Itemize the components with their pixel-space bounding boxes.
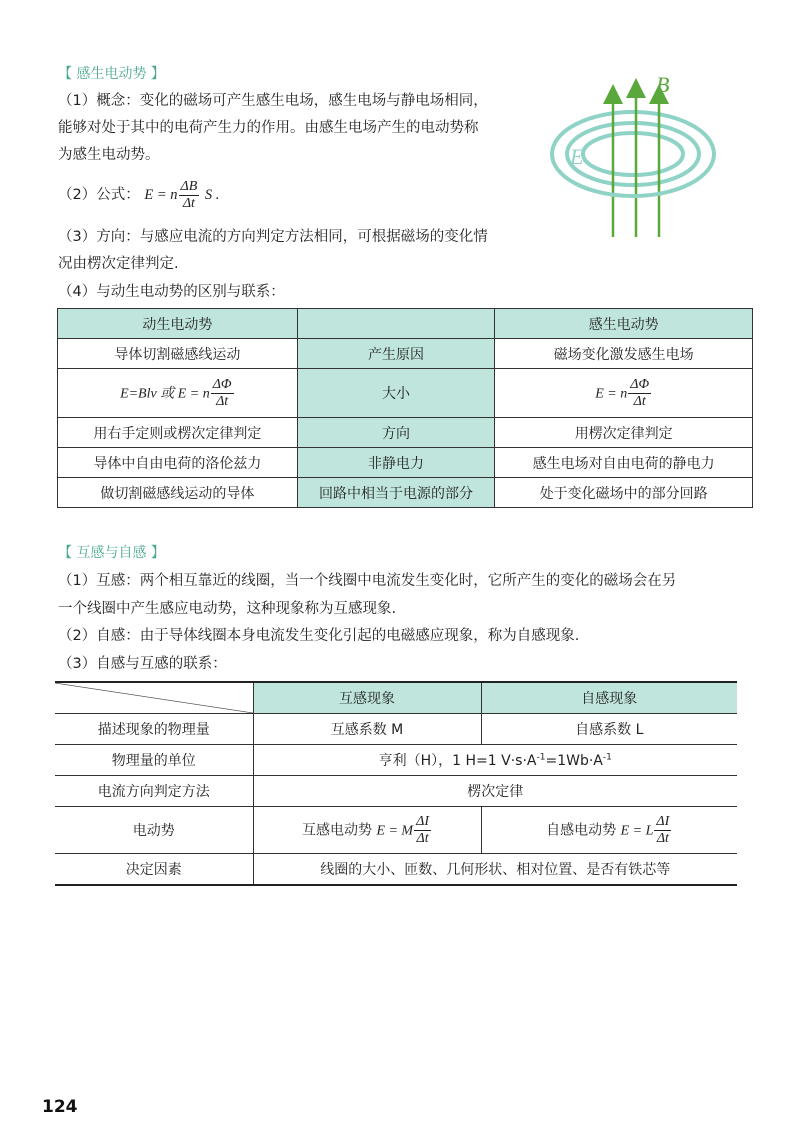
cell-label-cause: 产生原因	[297, 339, 495, 369]
cell-induced-source: 处于变化磁场中的部分回路	[495, 478, 753, 508]
cell-unit-value	[253, 745, 737, 776]
formula-lhs: E = n	[144, 187, 178, 203]
table-row	[58, 418, 753, 448]
self-emf-text: 自感电动势	[546, 822, 617, 838]
label-e: E	[570, 144, 584, 169]
concept-line-2: 能够对处于其中的电荷产生力的作用。由感生电场产生的电动势称	[58, 120, 479, 136]
mutual-line-1: （1）互感：两个相互靠近的线圈，当一个线圈中电流发生变化时，它所产生的变化的磁场会在另	[58, 573, 677, 589]
table-row	[58, 369, 753, 418]
cell-induced-magnitude	[495, 369, 753, 418]
cell-direction-label: 电流方向判定方法	[55, 776, 253, 807]
cell-unit-label: 物理量的单位	[55, 745, 253, 776]
fraction-denominator: Δt	[416, 830, 429, 846]
header-mutual: 互感现象	[253, 682, 481, 714]
induced-field-figure	[548, 62, 738, 242]
formula-numerator: ΔB	[180, 178, 198, 194]
table-row	[55, 776, 737, 807]
cell-induced-force: 感生电场对自由电荷的静电力	[495, 448, 753, 478]
fraction-denominator: Δt	[633, 393, 646, 409]
cell-mutual-coefficient: 互感系数 M	[253, 714, 481, 745]
cell-label-magnitude: 大小	[297, 369, 495, 418]
induced-fraction	[628, 378, 651, 409]
cell-emf-label: 电动势	[55, 807, 253, 854]
fraction-denominator: Δt	[656, 830, 669, 846]
cell-self-emf	[481, 807, 737, 854]
fraction-numerator: ΔI	[656, 813, 670, 829]
formula-fraction	[179, 180, 200, 211]
formula-paragraph	[58, 178, 219, 212]
cell-label-direction: 方向	[297, 418, 495, 448]
link-heading: （3）自感与互感的联系：	[58, 656, 227, 672]
unit-superscript-1: -1	[536, 752, 546, 763]
formula-tail: S .	[204, 187, 220, 203]
self-paragraph: （2）自感：由于导体线圈本身电流发生变化引起的电磁感应现象，称为自感现象.	[58, 628, 580, 644]
self-emf-lhs: E = L	[620, 823, 654, 838]
cell-motional-force: 导体中自由电荷的洛伦兹力	[58, 448, 298, 478]
cell-factor-label: 决定因素	[55, 854, 253, 886]
table-row	[58, 339, 753, 369]
mutual-line-2: 一个线圈中产生感应电动势，这种现象称为互感现象.	[58, 601, 397, 617]
self-emf-fraction	[654, 815, 671, 846]
table-row	[55, 745, 737, 776]
cell-quantity-label: 描述现象的物理量	[55, 714, 253, 745]
page-number: 124	[42, 1097, 78, 1117]
relation-heading: （4）与动生电动势的区别与联系：	[58, 284, 285, 300]
emf-comparison-table	[57, 308, 753, 508]
header-blank	[297, 309, 495, 339]
header-motional-emf: 动生电动势	[58, 309, 298, 339]
cell-motional-source: 做切割磁感线运动的导体	[58, 478, 298, 508]
motional-magnitude-lhs: E=Blv 或 E = n	[120, 386, 210, 401]
direction-line-1: （3）方向：与感应电流的方向判定方法相同，可根据磁场的变化情	[58, 229, 488, 245]
cell-mutual-emf	[253, 807, 481, 854]
formula-prefix: （2）公式：	[58, 187, 140, 203]
cell-label-source: 回路中相当于电源的部分	[297, 478, 495, 508]
header-diagonal-cell	[55, 682, 253, 714]
table-row	[58, 478, 753, 508]
concept-line-3: 为感生电动势。	[58, 147, 160, 163]
header-self: 自感现象	[481, 682, 737, 714]
mutual-emf-fraction	[414, 815, 431, 846]
field-ring-inner	[583, 133, 683, 175]
cell-induced-cause: 磁场变化激发感生电场	[495, 339, 753, 369]
direction-paragraph	[58, 224, 488, 278]
table2-header-row	[55, 682, 737, 714]
cell-factor-value: 线圈的大小、匝数、几何形状、相对位置、是否有铁芯等	[253, 854, 737, 886]
cell-direction-value: 楞次定律	[253, 776, 737, 807]
motional-fraction	[211, 378, 234, 409]
formula-denominator: Δt	[182, 195, 195, 211]
unit-value-prefix: 亨利（H），1 H=1 V·s·A	[378, 753, 537, 769]
mutual-paragraph	[58, 567, 676, 623]
label-b: B	[656, 72, 670, 97]
section-title-induced-emf: 【 感生电动势 】	[58, 66, 165, 82]
cell-motional-direction: 用右手定则或楞次定律判定	[58, 418, 298, 448]
fraction-numerator: ΔI	[416, 813, 429, 829]
cell-induced-direction: 用楞次定律判定	[495, 418, 753, 448]
table-row	[58, 448, 753, 478]
mutual-emf-text: 互感电动势	[301, 822, 372, 838]
cell-motional-magnitude	[58, 369, 298, 418]
table1-header-row	[58, 309, 753, 339]
header-induced-emf: 感生电动势	[495, 309, 753, 339]
concept-line-1: （1）概念：变化的磁场可产生感生电场，感生电场与静电场相同，	[58, 93, 488, 109]
fraction-numerator: ΔΦ	[212, 376, 232, 392]
mutual-emf-lhs: E = M	[376, 823, 414, 838]
fraction-denominator: Δt	[216, 393, 229, 409]
cell-motional-cause: 导体切割磁感线运动	[58, 339, 298, 369]
induced-magnitude-lhs: E = n	[595, 386, 628, 401]
cell-label-force: 非静电力	[297, 448, 495, 478]
mutual-self-table	[55, 681, 737, 886]
table-row	[55, 714, 737, 745]
direction-line-2: 况由楞次定律判定.	[58, 256, 179, 272]
unit-superscript-2: -1	[602, 752, 612, 763]
unit-value-mid: =1Wb·A	[545, 753, 603, 769]
fraction-numerator: ΔΦ	[630, 376, 650, 392]
concept-paragraph	[58, 88, 488, 169]
section-title-mutual-self: 【 互感与自感 】	[58, 545, 165, 561]
cell-self-coefficient: 自感系数 L	[481, 714, 737, 745]
table-row	[55, 854, 737, 886]
table-row	[55, 807, 737, 854]
